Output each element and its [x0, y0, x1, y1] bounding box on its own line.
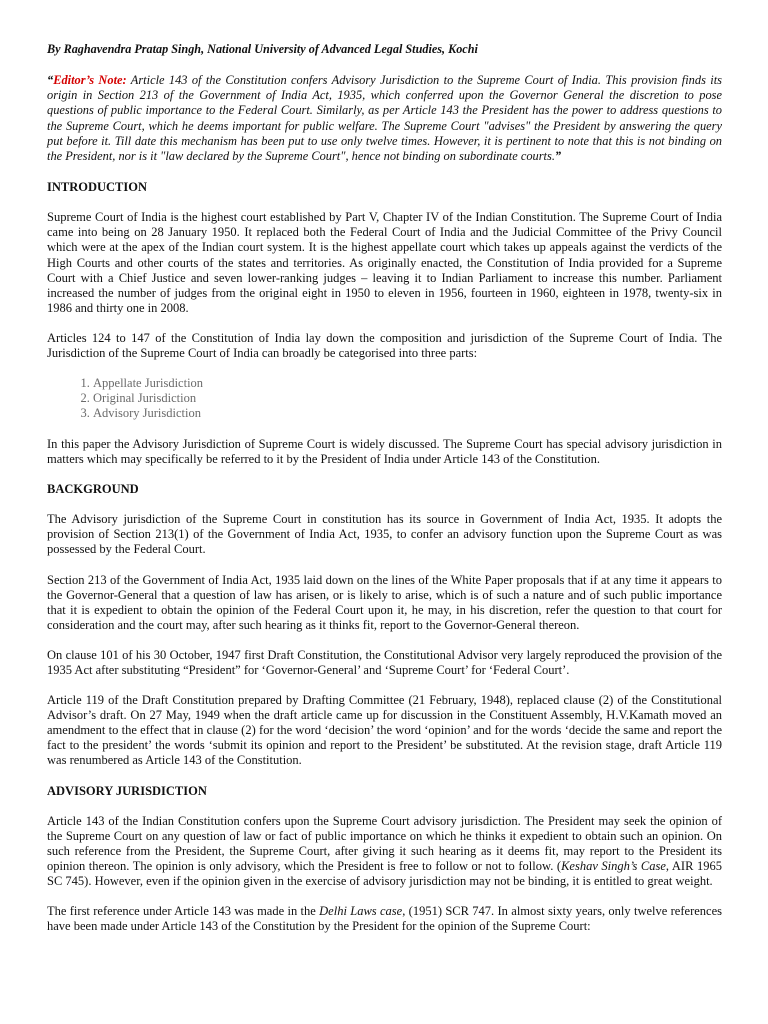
background-paragraph-2: Section 213 of the Government of India Act, 1935 laid down on the lines of the White Paper proposals that if at any time it appears to the Governor-General that a question of law has arisen, or is likely to arise, which is of such a nature and of such public importance that it is expedient to obtain the opinion of the Federal Court upon it, he may, in his discretion, refer the question to that court for consideration and the court may, after such hearing as it thinks fit, report to the Governor-General thereon.: [47, 572, 722, 632]
editor-note: [47, 73, 722, 164]
advisory-p1-text-a: Article 143 of the Indian Constitution confers upon the Supreme Court advisory jurisdiction. The President may seek the opinion of the Supreme Court on any question of law or fact of public importance on which he thinks it expedient to obtain such an opinion. On such reference from the President, the Supreme Court, after giving it such hearing as it deems fit, may report to the President its opinion thereon. The opinion is only advisory, which the President is free to follow or not to follow. (: [47, 813, 722, 873]
case-name-keshav-singh: Keshav Singh’s Case: [561, 858, 666, 873]
advisory-paragraph-2: [47, 904, 722, 934]
editor-note-text: Article 143 of the Constitution confers Advisory Jurisdiction to the Supreme Court of India. This provision finds its origin in Section 213 of the Government of India Act, 1935, which conferred upon the Governor General the discretion to pose questions of public importance to the Federal Court. Similarly, as per Article 143 the President has the power to address questions to the Supreme Court, which he deems important for public welfare. The Supreme Court "advises" the President by answering the query put before it. Till date this mechanism has been put to use only twelve times. However, it is pertinent to note that this is not binding on the President, nor is it "law declared by the Supreme Court", hence not binding on subordinate courts.: [47, 73, 722, 164]
advisory-paragraph-1: [47, 814, 722, 889]
editor-note-label: Editor’s Note:: [53, 73, 127, 87]
close-quote: ”: [554, 149, 562, 164]
list-item: 3. Advisory Jurisdiction: [93, 406, 722, 421]
intro-paragraph-2: Articles 124 to 147 of the Constitution of India lay down the composition and jurisdiction of the Supreme Court of India. The Jurisdiction of the Supreme Court of India can broadly be categorised into three parts:: [47, 330, 722, 360]
background-paragraph-1: The Advisory jurisdiction of the Supreme Court in constitution has its source in Government of India Act, 1935. It adopts the provision of Section 213(1) of the Government of India Act, 1935, to confer an advisory function upon the Supreme Court as was possessed by the Federal Court.: [47, 512, 722, 557]
document-page: [47, 42, 722, 949]
author-byline: By Raghavendra Pratap Singh, National University of Advanced Legal Studies, Kochi: [47, 42, 478, 56]
advisory-p2-text-b: , (1951) SCR 747. In almost sixty years, only twelve references have been made under Article 143 of the Constitution by the President for the opinion of the Supreme Court:: [47, 904, 722, 934]
heading-advisory-jurisdiction: ADVISORY JURISDICTION: [47, 783, 207, 798]
jurisdiction-list: [47, 376, 722, 421]
advisory-p2-text-a: The first reference under Article 143 was made in the: [47, 904, 320, 919]
heading-introduction: INTRODUCTION: [47, 180, 148, 195]
background-paragraph-4: Article 119 of the Draft Constitution prepared by Drafting Committee (21 February, 1948), replaced clause (2) of the Constitutional Advisor’s draft. On 27 May, 1949 when the draft article came up for discussion in the Constituent Assembly, H.V.Kamath moved an amendment to the effect that in clause (2) for the word ‘decision’ the word ‘opinion’ and for the words ‘decide the same and report the fact to the president’ the words ‘submit its opinion and report to the President’ be substituted. At the revision stage, draft Article 119 was renumbered as Article 143 of the Constitution.: [47, 693, 722, 768]
intro-paragraph-3: In this paper the Advisory Jurisdiction of Supreme Court is widely discussed. The Supreme Court has special advisory jurisdiction in matters which may specifically be referred to it by the President of India under Article 143 of the Constitution.: [47, 437, 722, 467]
advisory-p1-text-b: , AIR 1965 SC 745). However, even if the opinion given in the exercise of advisory jurisdiction may not be binding, it is entitled to great weight.: [47, 858, 722, 888]
intro-paragraph-1: Supreme Court of India is the highest court established by Part V, Chapter IV of the Indian Constitution. The Supreme Court of India came into being on 28 January 1950. It replaced both the Federal Court of India and the Judicial Committee of the Privy Council which were at the apex of the Indian court system. It is the highest appellate court which takes up appeals against the verdicts of the High Courts and other courts of the states and territories. As originally enacted, the Constitution of India provided for a Supreme Court with a Chief Justice and seven lower-ranking judges – leaving it to Indian Parliament to increase this number. Parliament increased the number of judges from the original eight in 1950 to eleven in 1956, fourteen in 1960, eighteen in 1978, twenty-six in 1986 and thirty one in 2008.: [47, 210, 722, 315]
list-item: 2. Original Jurisdiction: [93, 391, 722, 406]
open-quote: “: [47, 73, 54, 87]
background-paragraph-3: On clause 101 of his 30 October, 1947 first Draft Constitution, the Constitutional Advisor very largely reproduced the provision of the 1935 Act after substituting “President” for ‘Governor-General’ and ‘Supreme Court’ for ‘Federal Court’.: [47, 647, 722, 677]
list-item: 1. Appellate Jurisdiction: [93, 376, 722, 391]
case-name-delhi-laws: Delhi Laws case: [319, 904, 403, 919]
heading-background: BACKGROUND: [47, 482, 139, 497]
